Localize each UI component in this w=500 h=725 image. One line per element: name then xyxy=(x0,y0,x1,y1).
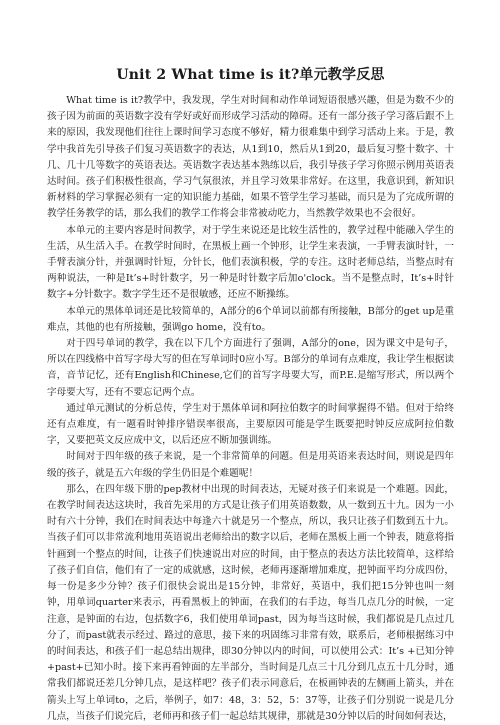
paragraph-3: 本单元的黑体单词还是比较简单的，A部分的6个单词以前都有所接触，B部分的get up是重难点，其他的也有所接触，强调go home，没有to。 xyxy=(47,305,454,333)
paragraph-4: 对于四号单词的教学，我在以下几个方面进行了强调，A部分的one，因为课文中是句子，所以在四线格中首写字母大写的但在写单词时0应小写。B部分的单词有点难度，我让学生根据读音，音节记忆，还有English和Chinese,它们的首写字母要大写，而P.E.是缩写形式，所以两个字母要大写，还有不要忘记两个点。 xyxy=(47,338,454,398)
document-title: Unit 2 What time is it?单元教学反思 xyxy=(116,67,385,83)
paragraph-5: 通过单元测试的分析总传，学生对于黑体单词和阿拉伯数字的时间掌握得不错。但对于给终还有点难度，有一题看时钟排序错误率很高，主要原因可能是学生既要把时钟反应成阿拉伯数字，又要把英文反应成中文，以后还应不断加强训练。 xyxy=(47,402,454,447)
paragraph-6: 时间对于四年级的孩子来说，是一个非常简单的问题。但是用英语来表达时间，则说是四年级的孩子，就是五六年级的学生仍旧是个难题呢！ xyxy=(47,451,454,479)
paragraph-7: 那么，在四年级下册的pep教材中出现的时间表达，无疑对孩子们来说是一个难题。因此，在教学时间表达这块时，我首先采用的方式是让孩子们用英语数数，从一数到五十九。因为一小时有六十分钟，我们在时间表达中每逢六十就是另一个整点，所以，我只让孩子们数到五十九。当孩子们可以非常流利地用英语说出老师给出的数字以后，老师在黑板上画一个钟表，随意将指针画到一个整点的时间，让孩子们快速说出对应的时间，由于整点的表达方法比较简单，这样给了孩子们自信，他们有了一定的成就感，这时候，老师再逐渐增加难度，把钟面平均分成四份，每一份是多少分钟？孩子们很快会说出是15分钟，非常好，英语中，我们把15分钟也叫一刻钟，用单词quarter来表示，再看黑板上的钟面，在我们的右手边，每当几点几分的时候，一定注意，是钟面的右边，包括数字6，我们使用单词past，因为每当这时候，我们都说是几点过几分了，而past就表示经过、路过的意思，接下来的巩固练习非常有效，联系后，老师根据练习中的时间表达，和孩子们一起总结出规律，即30分钟以内的时间，可以使用公式：It’s +已知分钟+past+已知小时。接下来再看钟面的左半部分，当时间是几点三十几分到几点五十几分时，通常我们都说还差几分钟几点，是这样吧？孩子们表示同意后，在板画钟表的左侧画上箭头，并在箭头上写上单词to，之后，举例子，如7：48，3：52，5：37等，让孩子们分别说一说是几分几点，当孩子们说完后，老师再和孩子们一起总结其规律，那就是30分钟以后的时间如何表达， xyxy=(47,483,454,722)
document-body xyxy=(47,93,454,725)
paragraph-2: 本单元的主要内容是时间教学，对于学生来说还是比较生活性的，教学过程中能融入学生的生活，从生活入手。在教学时间时，在黑板上画一个钟形，让学生来表演，一手臂表演时针，一手臂表演分针，并强调时针短，分针长，他们表演积极，学的专注。这时老师总结，当整点时有两种说法，一种是It’s+时针数字，另一种是时针数字后加o'clock。当不是整点时，It’s+时针数字+分针数字。数字学生还不是很敏感，还应不断操练。 xyxy=(47,224,454,301)
paragraph-1: What time is it?教学中，我发现，学生对时间和动作单词短语很感兴趣，但是为数不少的孩子因为前面的英语数字没有学好或好而形成学习活动的障碍。还有一部分孩子学习落后跟不上来的原因，我发现他们往往上课时间学习态度不够好，精力很难集中到学习活动上来。于是，教学中我首先引导孩子们复习英语数字的表达，从1到10，然后从1到20，最后复习整十数字、十几、几十几等数字的英语表达。英语数字表达基本熟练以后，我引导孩子学习你照示例用英语表达时间。孩子们积极性很高，学习气氛很浓，并且学习效果非常好。在这里，我意识到，新知识新材料的学习掌握必须有一定的知识能力基础，如果不管学生学习基础，而只是为了完成所谓的教学任务教学的话，那么我们的教学工作将会非常被动吃力，当然教学效果也不会很好。 xyxy=(47,95,454,220)
